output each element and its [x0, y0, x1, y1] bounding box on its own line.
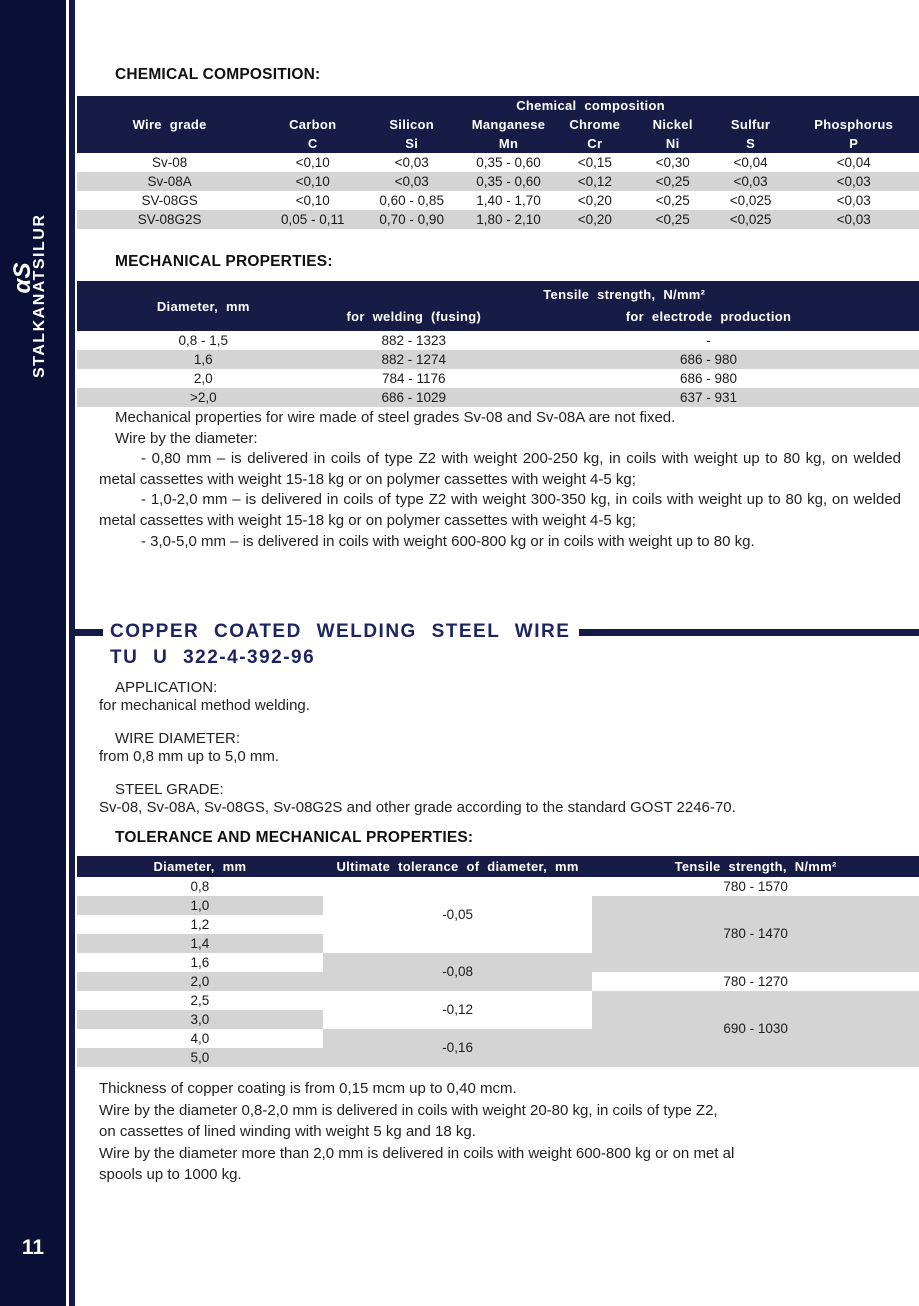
table-cell: <0,10 [295, 193, 330, 208]
column-name-cell: Wire grade [132, 117, 207, 132]
steel-grade-label: STEEL GRADE: [115, 781, 224, 798]
tol-header-tensile: Tensile strength, N/mm² [674, 859, 837, 874]
application-body: for mechanical method welding. [99, 696, 310, 714]
table-cell: >2,0 [189, 390, 217, 405]
chemical-composition-table [77, 96, 919, 229]
table-cell: 0,05 - 0,11 [280, 212, 345, 227]
mechanical-table-body [77, 331, 919, 407]
diameter-cell: 5,0 [77, 1048, 323, 1067]
tolerance-table-header [77, 856, 919, 877]
table-cell: 637 - 931 [679, 390, 737, 405]
table-row [77, 350, 919, 369]
table-cell: 686 - 980 [679, 371, 737, 386]
table-cell: 0,70 - 0,90 [379, 212, 444, 227]
table-cell: 0,8 - 1,5 [178, 333, 229, 348]
brand-logo-icon: αS [9, 262, 36, 294]
table-cell: <0,30 [655, 155, 690, 170]
diameter-header: Diameter, mm [156, 298, 250, 314]
table-row [77, 210, 919, 229]
table-cell: 882 - 1323 [381, 333, 447, 348]
tensile-span-header: Tensile strength, N/mm² [543, 287, 706, 302]
tensile-strength-cell: 780 - 1570 [592, 877, 919, 896]
delivery-bullet: - 3,0-5,0 mm – is delivered in coils with weight 600-800 kg or in coils with weight up to 80 kg. [141, 532, 755, 550]
note-line: Wire by the diameter 0,8-2,0 mm is delivered in coils with weight 20-80 kg, in coils of type Z2, [99, 1101, 718, 1119]
column-name-cell: Manganese [471, 117, 546, 132]
wire-diameter-label: WIRE DIAMETER: [115, 730, 241, 747]
section-title-mechanical-text: MECHANICAL PROPERTIES: [115, 253, 333, 270]
tolerance-cell: -0,12 [323, 991, 592, 1029]
table-cell: <0,20 [577, 212, 612, 227]
table-cell: <0,25 [655, 212, 690, 227]
column-symbol-cell: S [746, 136, 756, 151]
column-name-cell: Silicon [389, 117, 435, 132]
table-cell: 686 - 1029 [381, 390, 447, 405]
column-name-cell: Carbon [289, 117, 337, 132]
table-row [77, 153, 919, 172]
table-cell: <0,03 [394, 155, 429, 170]
column-symbol-cell [77, 134, 262, 153]
table-row [77, 172, 919, 191]
content [77, 0, 919, 1306]
note-line: spools up to 1000 kg. [99, 1166, 242, 1183]
table-row [77, 369, 919, 388]
table-cell: <0,025 [729, 212, 772, 227]
subsection-steel-grade [99, 781, 901, 816]
tolerance-cell: -0,16 [323, 1029, 592, 1067]
table-cell: <0,025 [729, 193, 772, 208]
diameter-cell: 3,0 [77, 1010, 323, 1029]
table-cell: 0,35 - 0,60 [476, 155, 541, 170]
sidebar [0, 0, 66, 1306]
column-symbol-cell: Ni [665, 136, 680, 151]
diameter-cell: 1,4 [77, 934, 323, 953]
column-name-cell: Nickel [652, 117, 693, 132]
heading-right-bar [579, 629, 919, 636]
mechanical-table-header [77, 281, 919, 331]
section-title-tolerance-text: TOLERANCE AND MECHANICAL PROPERTIES: [115, 829, 474, 846]
column-symbol-cell: Si [405, 136, 419, 151]
table-row [77, 331, 919, 350]
table-cell: <0,03 [733, 174, 768, 189]
application-label: APPLICATION: [115, 679, 218, 696]
table-cell: 784 - 1176 [382, 371, 446, 386]
table-cell: 1,6 [193, 352, 213, 367]
delivery-bullet: - 0,80 mm – is delivered in coils of type Z2 with weight 200-250 kg, in coils with weight up to 80 kg, on welded metal cassettes with weight 15-18 kg or on polymer cassettes with weight 4-5 kg; [99, 450, 901, 488]
tensile-strength-cell: 690 - 1030 [592, 991, 919, 1067]
subsection-application [99, 679, 901, 714]
table-cell: 1,80 - 2,10 [476, 212, 541, 227]
note-not-fixed: Mechanical properties for wire made of steel grades Sv-08 and Sv-08A are not fixed. [115, 409, 676, 426]
column-symbol-cell: C [307, 136, 318, 151]
tolerance-cell: -0,08 [323, 953, 592, 991]
delivery-bullet: - 1,0-2,0 mm – is delivered in coils of type Z2 with weight 300-350 kg, in coils with weight up to 80 kg, on welded metal cassettes with weight 15-18 kg or on polymer cassettes with weight 4-5 kg; [99, 491, 901, 529]
table-cell: Sv-08A [147, 174, 192, 189]
empty-cell [77, 96, 262, 115]
tolerance-table-body [77, 877, 919, 1067]
table-cell: SV-08G2S [137, 212, 202, 227]
section-title-mechanical [77, 253, 919, 271]
table-cell: 882 - 1274 [381, 352, 447, 367]
table-cell: 0,35 - 0,60 [476, 174, 541, 189]
table-cell: SV-08GS [141, 193, 198, 208]
note-line: on cassettes of lined winding with weight 5 kg and 18 kg. [99, 1123, 476, 1140]
diameter-cell: 1,6 [77, 953, 323, 972]
table-cell: <0,03 [394, 174, 429, 189]
diameter-cell: 0,8 [77, 877, 323, 896]
diameter-cell: 1,0 [77, 896, 323, 915]
table-cell: - [706, 333, 711, 348]
section-title-chemical-text: CHEMICAL COMPOSITION: [115, 66, 321, 83]
table-cell: <0,12 [577, 174, 612, 189]
table-cell: <0,04 [836, 155, 871, 170]
tol-header-tolerance: Ultimate tolerance of diameter, mm [336, 859, 579, 874]
page-number: 11 [21, 1236, 45, 1259]
tol-header-diameter: Diameter, mm [153, 859, 247, 874]
table-cell: <0,03 [836, 193, 871, 208]
mechanical-properties-table [77, 281, 919, 407]
table-cell: <0,03 [836, 174, 871, 189]
column-symbol-cell: P [849, 136, 859, 151]
table-cell: 0,60 - 0,85 [379, 193, 444, 208]
tolerance-notes [99, 1078, 901, 1186]
section-title-chemical [77, 66, 919, 84]
table-cell: <0,25 [655, 193, 690, 208]
note-line: Wire by the diameter more than 2,0 mm is delivered in coils with weight 600-800 kg or on met al [99, 1144, 735, 1162]
note-line: Thickness of copper coating is from 0,15 mcm up to 0,40 mcm. [99, 1080, 517, 1097]
table-cell: 1,40 - 1,70 [476, 193, 541, 208]
brand-name: STALKANATSILUR [31, 213, 48, 378]
table-cell: <0,10 [295, 155, 330, 170]
tensile-strength-cell: 780 - 1470 [592, 896, 919, 972]
steel-grade-body: Sv-08, Sv-08A, Sv-08GS, Sv-08G2S and other grade according to the standard GOST 2246-70. [99, 798, 736, 816]
table-cell: <0,25 [655, 174, 690, 189]
copper-heading-standard: TU U 322-4-392-96 [110, 647, 316, 668]
table-cell: 686 - 980 [679, 352, 737, 367]
note-wire-by-diameter: Wire by the diameter: [115, 429, 258, 447]
wire-diameter-body: from 0,8 mm up to 5,0 mm. [99, 747, 280, 765]
sub-header-electrode: for electrode production [625, 309, 792, 324]
column-name-cell: Phosphorus [814, 117, 894, 132]
diameter-cell: 4,0 [77, 1029, 323, 1048]
copper-section-heading [69, 620, 919, 669]
sub-header-welding: for welding (fusing) [346, 309, 482, 324]
subsection-wire-diameter [99, 730, 901, 765]
tensile-strength-cell: 780 - 1270 [592, 972, 919, 991]
table-row [77, 388, 919, 407]
diameter-cell: 2,0 [77, 972, 323, 991]
column-name-cell: Sulfur [730, 117, 771, 132]
chemical-table-body [77, 153, 919, 229]
heading-left-bar [69, 629, 103, 636]
table-cell: <0,03 [836, 212, 871, 227]
chemical-span-header: Chemical composition [516, 98, 665, 113]
tolerance-table [77, 856, 919, 1067]
table-cell: Sv-08 [151, 155, 188, 170]
table-cell: <0,20 [577, 193, 612, 208]
table-cell: <0,04 [733, 155, 768, 170]
table-row [77, 191, 919, 210]
tolerance-cell: -0,05 [323, 877, 592, 953]
copper-heading-text: COPPER COATED WELDING STEEL WIRE [110, 621, 571, 642]
table-cell: 2,0 [193, 371, 213, 386]
diameter-cell: 1,2 [77, 915, 323, 934]
column-symbol-cell: Cr [587, 136, 603, 151]
mechanical-notes [99, 408, 901, 552]
diameter-cell: 2,5 [77, 991, 323, 1010]
column-symbol-cell: Mn [498, 136, 519, 151]
table-cell: <0,15 [577, 155, 612, 170]
section-title-tolerance [77, 829, 919, 847]
chemical-table-header [77, 96, 919, 153]
table-cell: <0,10 [295, 174, 330, 189]
column-name-cell: Chrome [569, 117, 621, 132]
